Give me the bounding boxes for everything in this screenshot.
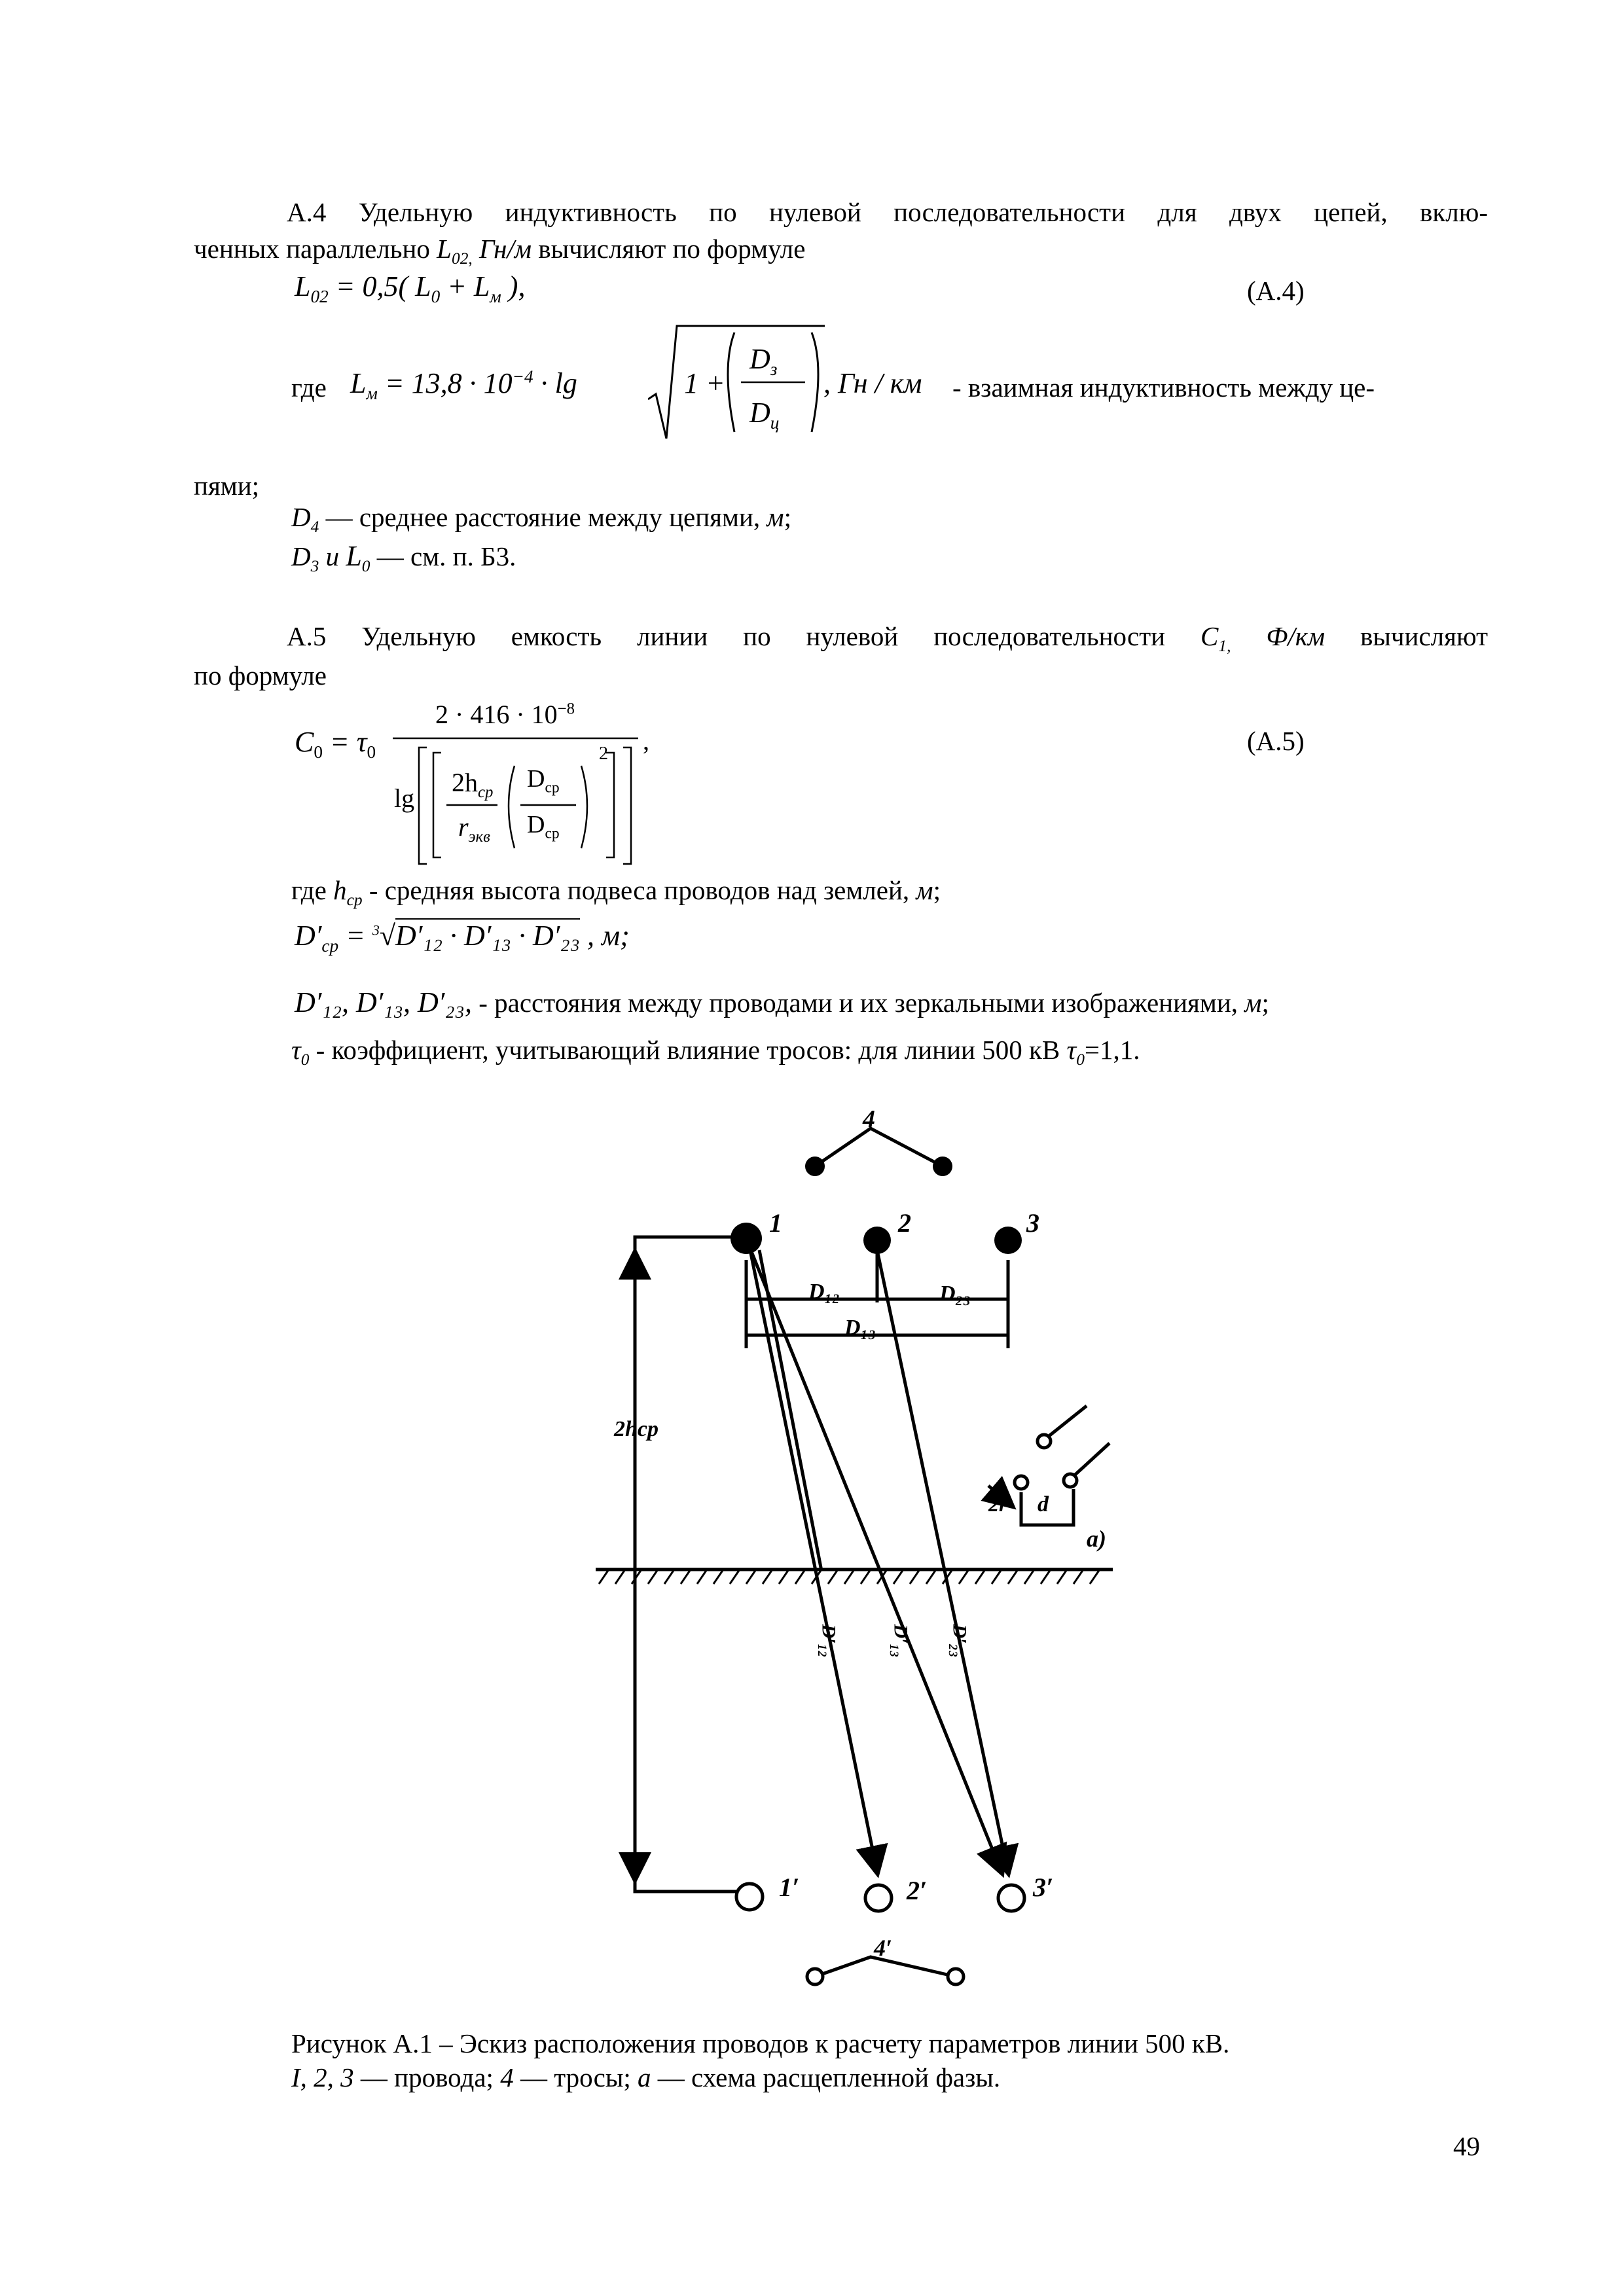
- dlist-text: - расстояния между проводами и их зеркальными изображениями,: [471, 988, 1245, 1018]
- inset-subwire-2: [1015, 1476, 1028, 1489]
- d12-prime-line: [749, 1247, 877, 1872]
- hcp-sub: ср: [346, 891, 363, 910]
- d13-prime-line-a: [749, 1247, 1001, 1872]
- a4-line2-prefix: ченных параллельно: [194, 234, 437, 264]
- lm-exp: −4: [512, 367, 533, 387]
- d3-text: — см. п. Б3.: [370, 541, 516, 571]
- formula-a4-plus: + L: [440, 270, 490, 302]
- formula-a4-number: (А.4): [1247, 276, 1305, 306]
- fig-label-a: а): [1087, 1526, 1106, 1552]
- tau-value: =1,1.: [1084, 1035, 1140, 1065]
- tau-text: - коэффициент, учитывающий влияние тросов: для линии 500 кВ: [309, 1035, 1067, 1065]
- rope-connector-top: [815, 1128, 943, 1166]
- d4-sub: 4: [310, 518, 319, 537]
- caption-wires: — провода;: [353, 2062, 501, 2092]
- c0-r-sub: экв: [468, 828, 490, 846]
- rope-4-right: [933, 1157, 952, 1176]
- d3-and: и: [319, 541, 346, 571]
- fig-label-d23p: D′₂₃: [948, 1624, 971, 1658]
- tau-sub2: 0: [1076, 1050, 1085, 1069]
- formula-a4-lhs: L: [295, 270, 311, 302]
- c0-dprime-sub: ср: [545, 779, 560, 797]
- d4-end: ;: [784, 502, 791, 532]
- fig-label-d13p: D′₁₃: [890, 1624, 912, 1658]
- a5-line1-var: C: [1200, 621, 1219, 651]
- dcp-root-body: D′₁₂ · D′₁₃ · D′₂₃: [395, 920, 580, 952]
- wire-2: [863, 1227, 891, 1254]
- c0-num-exp: −8: [557, 700, 575, 718]
- a5-line1-var-sub: 1,: [1218, 637, 1231, 656]
- hcp-text: - средняя высота подвеса проводов над землей,: [362, 875, 916, 905]
- c0-eq: = τ: [323, 726, 367, 758]
- dcp-lhs-sub: ср: [321, 935, 339, 956]
- a4-line2-unit: Гн/м: [472, 234, 532, 264]
- rope-4-left: [805, 1157, 825, 1176]
- c0-2h: 2h: [452, 768, 478, 797]
- lm-frac-den-var: D: [749, 397, 770, 429]
- formula-a4-rhs-sub2: м: [490, 286, 501, 306]
- dcp-eq: =: [338, 920, 372, 952]
- formula-a4-lhs-sub: 02: [310, 286, 329, 306]
- lm-frac-den-sub: ц: [770, 412, 780, 433]
- caption-a: а: [638, 2062, 651, 2092]
- a5-line1-prefix: А.5 Удельную емкость линии по нулевой последовательности: [287, 621, 1201, 651]
- c0-2h-sub: ср: [478, 783, 494, 801]
- lm-sub: м: [366, 383, 378, 403]
- d3-sub: 3: [310, 557, 319, 576]
- lm-lg: · lg: [533, 367, 577, 399]
- fig-label-2: 2: [898, 1208, 911, 1238]
- formula-a4-rhs: = 0,5( L: [328, 270, 431, 302]
- d3-var: D: [291, 541, 311, 571]
- fig-label-3: 3: [1026, 1208, 1039, 1238]
- tau-sub: 0: [300, 1050, 310, 1069]
- dcp-unit: , м;: [580, 920, 630, 952]
- wire-1: [731, 1223, 762, 1254]
- lm-frac-num-var: D: [749, 343, 770, 375]
- figure-caption-line1: Рисунок А.1 – Эскиз расположения проводов к расчету параметров линии 500 кВ.: [291, 2028, 1230, 2058]
- c0-d-sub: ср: [545, 825, 560, 842]
- caption-ropes: — тросы;: [513, 2062, 638, 2092]
- fig-label-2r: 2r: [988, 1492, 1007, 1516]
- a5-paragraph-line2: по формуле: [194, 660, 327, 691]
- d4-unit: м: [767, 502, 784, 532]
- lm-unit: , Гн / км: [823, 367, 922, 399]
- fig-label-4: 4: [863, 1105, 875, 1133]
- formula-a4-rhs-sub1: 0: [431, 286, 441, 306]
- inset-subwire-1: [1038, 1435, 1051, 1448]
- fig-label-d13: D₁₃: [844, 1316, 876, 1340]
- a4-line2-suffix: вычисляют по формуле: [532, 234, 806, 264]
- dlist-unit: м: [1244, 988, 1262, 1018]
- dcp-root-index: 3: [372, 922, 380, 939]
- dcp-lhs: D′: [295, 920, 322, 952]
- rope-4-mirror-left: [807, 1969, 823, 1984]
- c0-num-text: 2 · 416 · 10: [435, 700, 558, 729]
- tau-var: τ: [291, 1035, 301, 1065]
- inset-line-2: [1070, 1443, 1110, 1479]
- a4-line2-var-sub: 02,: [451, 249, 473, 268]
- fig-label-d12p: D′₁₂: [818, 1624, 840, 1658]
- inset-subwire-3: [1064, 1474, 1077, 1487]
- fig-label-3p: 3′: [1033, 1873, 1054, 1902]
- d4-var: D: [291, 502, 311, 532]
- tau-var2: τ: [1066, 1035, 1077, 1065]
- wire-3-mirror: [998, 1885, 1024, 1911]
- a5-line1-unit: Ф/км: [1231, 621, 1326, 651]
- caption-scheme: — схема расщепленной фазы.: [651, 2062, 1001, 2092]
- fig-label-1: 1: [769, 1208, 782, 1238]
- fig-label-2p: 2′: [907, 1876, 928, 1905]
- a4-line2-var: L: [437, 234, 452, 264]
- wire-2-mirror: [865, 1885, 892, 1911]
- lm-sqrt-inner: 1 +: [684, 367, 725, 399]
- lm-var: L: [350, 367, 367, 399]
- rope-4-mirror-right: [948, 1969, 964, 1984]
- c0-den-lg: lg: [394, 783, 415, 813]
- caption-4: 4: [500, 2062, 514, 2092]
- fig-label-d: d: [1038, 1492, 1049, 1516]
- hcp-var: h: [333, 875, 347, 905]
- formula-a5-number: (А.5): [1247, 726, 1305, 756]
- ground-hatching: [599, 1570, 1100, 1584]
- hcp-end: ;: [933, 875, 941, 905]
- c0-dprime: D: [527, 765, 545, 793]
- wire-3: [994, 1227, 1022, 1254]
- fig-label-4p: 4′: [874, 1935, 893, 1961]
- fig-label-d12: D₁₂: [808, 1280, 840, 1304]
- lm-frac-num-sub: з: [770, 359, 778, 379]
- dlist-vars: D′₁₂, D′₁₃, D′₂₃,: [295, 986, 472, 1018]
- figure-caption-line2: [291, 2062, 1000, 2093]
- c0-var-sub: 0: [314, 742, 323, 762]
- lm-eq: = 13,8 · 10: [377, 367, 513, 399]
- a5-line1-suffix: вычисляют: [1325, 621, 1488, 651]
- dlist-end: ;: [1261, 988, 1269, 1018]
- hcp-where: где: [291, 875, 334, 905]
- dcp-root-sign: √: [379, 920, 396, 952]
- lm-where: где: [291, 372, 327, 403]
- height-dimension-line: [635, 1237, 740, 1892]
- d3-l-sub: 0: [361, 557, 370, 576]
- page-number: 49: [1453, 2131, 1480, 2161]
- fig-label-1p: 1′: [779, 1873, 800, 1902]
- c0-den-pow: 2: [599, 744, 608, 764]
- fig-label-2hcp: 2hср: [614, 1417, 659, 1441]
- d3-l: L: [346, 540, 362, 572]
- hcp-unit: м: [916, 875, 933, 905]
- c0-comma: ,: [643, 726, 649, 755]
- c0-r: r: [458, 812, 469, 842]
- d4-text: — среднее расстояние между цепями,: [319, 502, 767, 532]
- lm-description-cont: пями;: [194, 471, 260, 501]
- caption-items: I, 2, 3: [291, 2062, 354, 2092]
- wire-1-mirror: [736, 1884, 763, 1910]
- c0-d: D: [527, 811, 545, 838]
- fig-label-d23: D₂₃: [939, 1282, 971, 1306]
- c0-tau-sub: 0: [367, 742, 376, 762]
- inset-line-1: [1044, 1406, 1087, 1440]
- formula-a4-end: ),: [501, 270, 526, 302]
- d23-prime-line: [877, 1250, 1008, 1872]
- a4-paragraph-line1: А.4 Удельную индуктивность по нулевой последовательности для двух цепей, вклю-: [287, 197, 1488, 227]
- lm-description: - взаимная индуктивность между це-: [952, 372, 1375, 403]
- c0-var: C: [295, 726, 314, 758]
